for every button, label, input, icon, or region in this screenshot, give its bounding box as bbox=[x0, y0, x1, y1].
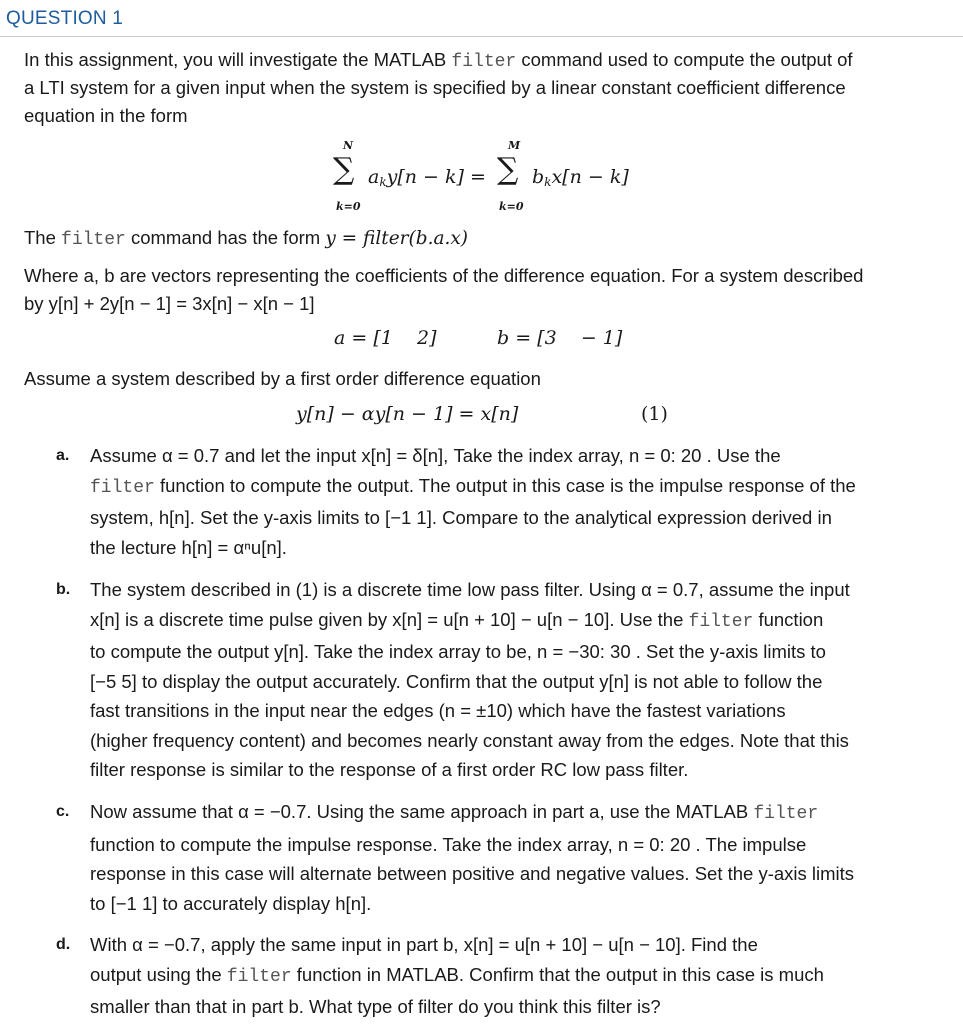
part-d-line-1: With α = −0.7, apply the same input in part b, x[n] = u[n + 10] − u[n − 10]. Find the bbox=[90, 934, 758, 955]
filter-code: filter bbox=[753, 804, 819, 824]
part-d-line-2-text-a: output using the bbox=[90, 963, 222, 985]
filter-code: filter bbox=[226, 966, 292, 987]
part-d-label: d. bbox=[56, 936, 71, 953]
part-a-line-1: Assume α = 0.7 and let the input x[n] = δ[n], Take the index array, n = 0: 20 . Use the bbox=[90, 445, 781, 466]
lhs-expression bbox=[368, 166, 486, 189]
part-b-label: b. bbox=[56, 581, 71, 598]
title-divider bbox=[0, 36, 963, 37]
where-line-2: by y[n] + 2y[n − 1] = 3x[n] − x[n − 1] bbox=[24, 293, 315, 314]
question-title: QUESTION 1 bbox=[6, 8, 124, 29]
where-line-1: Where a, b are vectors representing the coefficients of the difference equation. For a system described bbox=[24, 265, 864, 286]
rhs-tail: x[n − k] bbox=[551, 166, 629, 188]
sigma-symbol-left: ∑ bbox=[333, 152, 355, 187]
filter-code: filter bbox=[451, 52, 517, 72]
part-c-line-3: response in this case will alternate between positive and negative values. Set the y-axis limits bbox=[90, 863, 855, 884]
sum-lower-left: k=0 bbox=[336, 200, 361, 213]
filter-code: filter bbox=[688, 611, 754, 632]
part-b-line-2-text-b: function bbox=[758, 608, 824, 630]
part-a-line-2-text: function to compute the output. The output in this case is the impulse response of the bbox=[159, 474, 856, 496]
difference-equation-1: y[n] − αy[n − 1] = x[n] bbox=[296, 403, 519, 425]
part-a-line-3: system, h[n]. Set the y-axis limits to [−1 1]. Compare to the analytical expression derived in bbox=[90, 507, 832, 528]
lhs-tail: y[n − k] = bbox=[386, 166, 486, 188]
lhs-coef: a bbox=[368, 166, 380, 188]
part-b-line-2 bbox=[90, 605, 951, 638]
filter-code: filter bbox=[61, 230, 126, 250]
part-b bbox=[56, 575, 951, 785]
intro-line-3: equation in the form bbox=[24, 105, 188, 126]
part-d-line-2 bbox=[90, 960, 951, 993]
part-d bbox=[56, 930, 951, 1022]
intro-text-a: In this assignment, you will investigate the MATLAB bbox=[24, 49, 447, 70]
form-line bbox=[24, 224, 468, 254]
part-a-label: a. bbox=[56, 447, 70, 464]
part-d-line-2-text-b: function in MATLAB. Confirm that the output in this case is much bbox=[296, 963, 824, 985]
part-a bbox=[56, 441, 951, 562]
part-b-line-4: [−5 5] to display the output accurately. Confirm that the output y[n] is not able to follow the bbox=[90, 670, 823, 692]
coef-a-vector: a = [1 2] bbox=[334, 327, 437, 349]
sum-lower-right: k=0 bbox=[499, 200, 524, 213]
part-b-line-3: to compute the output y[n]. Take the index array to be, n = −30: 30 . Set the y-axis limits to bbox=[90, 641, 826, 662]
form-mid: command has the form bbox=[130, 227, 321, 248]
part-c-line-1 bbox=[90, 797, 951, 830]
part-b-line-2-text-a: x[n] is a discrete time pulse given by x[n] = u[n + 10] − u[n − 10]. Use the bbox=[90, 608, 684, 630]
intro-line-1 bbox=[24, 46, 853, 76]
equation-number: (1) bbox=[641, 403, 668, 425]
part-c-line-4: to [−1 1] to accurately display h[n]. bbox=[90, 892, 372, 914]
assume-line: Assume a system described by a first order difference equation bbox=[24, 368, 541, 389]
part-d-line-3: smaller than that in part b. What type of filter do you think this filter is? bbox=[90, 996, 661, 1017]
part-b-line-6: (higher frequency content) and becomes nearly constant away from the edges. Note that this bbox=[90, 729, 849, 751]
part-b-line-1: The system described in (1) is a discrete time low pass filter. Using α = 0.7, assume the input bbox=[90, 579, 850, 600]
intro-text-b: command used to compute the output of bbox=[521, 49, 853, 70]
part-a-line-4: the lecture h[n] = αⁿu[n]. bbox=[90, 536, 287, 558]
sigma-symbol-right: ∑ bbox=[497, 152, 519, 187]
part-a-line-2 bbox=[90, 471, 951, 504]
form-prefix: The bbox=[24, 227, 56, 248]
part-b-line-5: fast transitions in the input near the edges (n = ±10) which have the fastest variations bbox=[90, 700, 786, 721]
sum-upper-m: M bbox=[508, 139, 521, 152]
rhs-coef: b bbox=[532, 166, 545, 188]
part-c-line-2: function to compute the impulse response. Take the index array, n = 0: 20 . The impulse bbox=[90, 833, 807, 855]
part-c-line-1-text: Now assume that α = −0.7. Using the same approach in part a, use the MATLAB bbox=[90, 801, 749, 822]
filter-form-expression: y = filter(b.a.x) bbox=[325, 228, 469, 249]
sum-upper-n: N bbox=[343, 139, 354, 152]
lhs-sub: k bbox=[379, 175, 387, 189]
rhs-sub: k bbox=[544, 175, 552, 189]
filter-code: filter bbox=[90, 477, 155, 498]
intro-line-2: a LTI system for a given input when the system is specified by a linear constant coefficient difference bbox=[24, 77, 846, 98]
rhs-expression bbox=[532, 166, 629, 189]
coef-b-vector: b = [3 − 1] bbox=[497, 327, 623, 349]
part-c-label: c. bbox=[56, 803, 70, 820]
part-b-line-7: filter response is similar to the response of a first order RC low pass filter. bbox=[90, 759, 689, 780]
part-c bbox=[56, 797, 951, 918]
